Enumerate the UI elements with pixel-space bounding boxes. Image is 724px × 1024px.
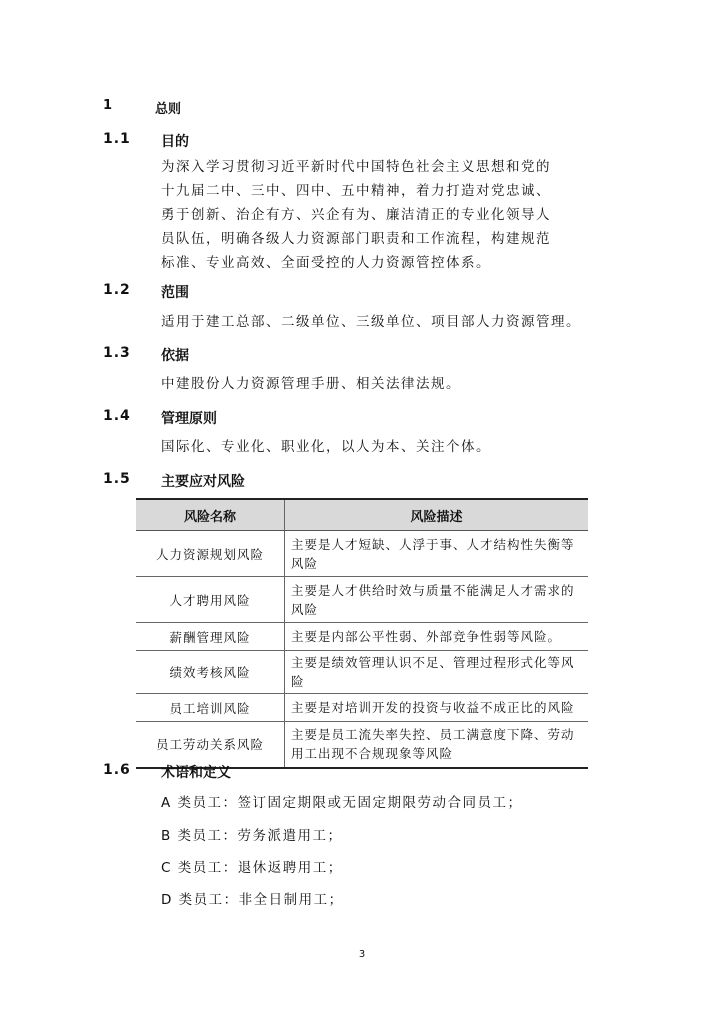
section-number: 1 bbox=[103, 98, 113, 113]
risk-description-cell: 主要是对培训开发的投资与收益不成正比的风险 bbox=[285, 694, 589, 722]
section-number: 1.5 bbox=[103, 471, 131, 487]
risk-name-cell: 员工劳动关系风险 bbox=[136, 722, 285, 768]
risk-description-cell: 主要是人才短缺、人浮于事、人才结构性失衡等风险 bbox=[285, 531, 589, 577]
section-number: 1.3 bbox=[103, 345, 131, 361]
section-number: 1.6 bbox=[103, 762, 131, 778]
table-row bbox=[136, 694, 588, 722]
term-definition: C 类员工：退休返聘用工； bbox=[161, 860, 343, 876]
section-title: 主要应对风险 bbox=[161, 474, 245, 490]
table-row bbox=[136, 531, 588, 577]
section-title: 总则 bbox=[155, 102, 182, 117]
scope-paragraph: 适用于建工总部、二级单位、三级单位、项目部人力资源管理。 bbox=[161, 314, 581, 330]
table-row bbox=[136, 722, 588, 768]
section-number: 1.2 bbox=[103, 282, 131, 298]
section-title: 依据 bbox=[161, 348, 189, 364]
table-header-row bbox=[136, 499, 588, 531]
section-title: 目的 bbox=[161, 134, 189, 150]
risk-name-cell: 薪酬管理风险 bbox=[136, 623, 285, 651]
section-title: 术语和定义 bbox=[161, 765, 231, 781]
column-header-risk-name: 风险名称 bbox=[136, 499, 285, 531]
risk-name-cell: 人力资源规划风险 bbox=[136, 531, 285, 577]
table-row bbox=[136, 577, 588, 623]
purpose-paragraph: 为深入学习贯彻习近平新时代中国特色社会主义思想和党的十九届二中、三中、四中、五中精神，着力打造对党忠诚、勇于创新、治企有方、兴企有为、廉洁清正的专业化领导人员队伍，明确各级人力资源部门职责和工作流程，构建规范标准、专业高效、全面受控的人力资源管控体系。 bbox=[161, 159, 551, 271]
risk-table bbox=[136, 498, 588, 769]
risk-name-cell: 绩效考核风险 bbox=[136, 651, 285, 694]
risk-description-cell: 主要是员工流失率失控、员工满意度下降、劳动用工出现不合规现象等风险 bbox=[285, 722, 589, 768]
basis-paragraph: 中建股份人力资源管理手册、相关法律法规。 bbox=[161, 376, 461, 392]
risk-name-cell: 员工培训风险 bbox=[136, 694, 285, 722]
table-row bbox=[136, 623, 588, 651]
page-number: 3 bbox=[358, 949, 366, 960]
section-title: 范围 bbox=[161, 285, 189, 301]
risk-name-cell: 人才聘用风险 bbox=[136, 577, 285, 623]
term-definition: D 类员工：非全日制用工； bbox=[161, 892, 344, 908]
table-row bbox=[136, 651, 588, 694]
term-definition: B 类员工：劳务派遣用工； bbox=[161, 828, 343, 844]
risk-description-cell: 主要是绩效管理认识不足、管理过程形式化等风险 bbox=[285, 651, 589, 694]
section-number: 1.4 bbox=[103, 408, 131, 424]
section-number: 1.1 bbox=[103, 131, 131, 147]
term-definition: A 类员工：签订固定期限或无固定期限劳动合同员工； bbox=[161, 795, 523, 811]
section-title: 管理原则 bbox=[161, 411, 217, 427]
column-header-risk-description: 风险描述 bbox=[285, 499, 589, 531]
risk-description-cell: 主要是内部公平性弱、外部竞争性弱等风险。 bbox=[285, 623, 589, 651]
principles-paragraph: 国际化、专业化、职业化，以人为本、关注个体。 bbox=[161, 439, 491, 455]
risk-description-cell: 主要是人才供给时效与质量不能满足人才需求的风险 bbox=[285, 577, 589, 623]
